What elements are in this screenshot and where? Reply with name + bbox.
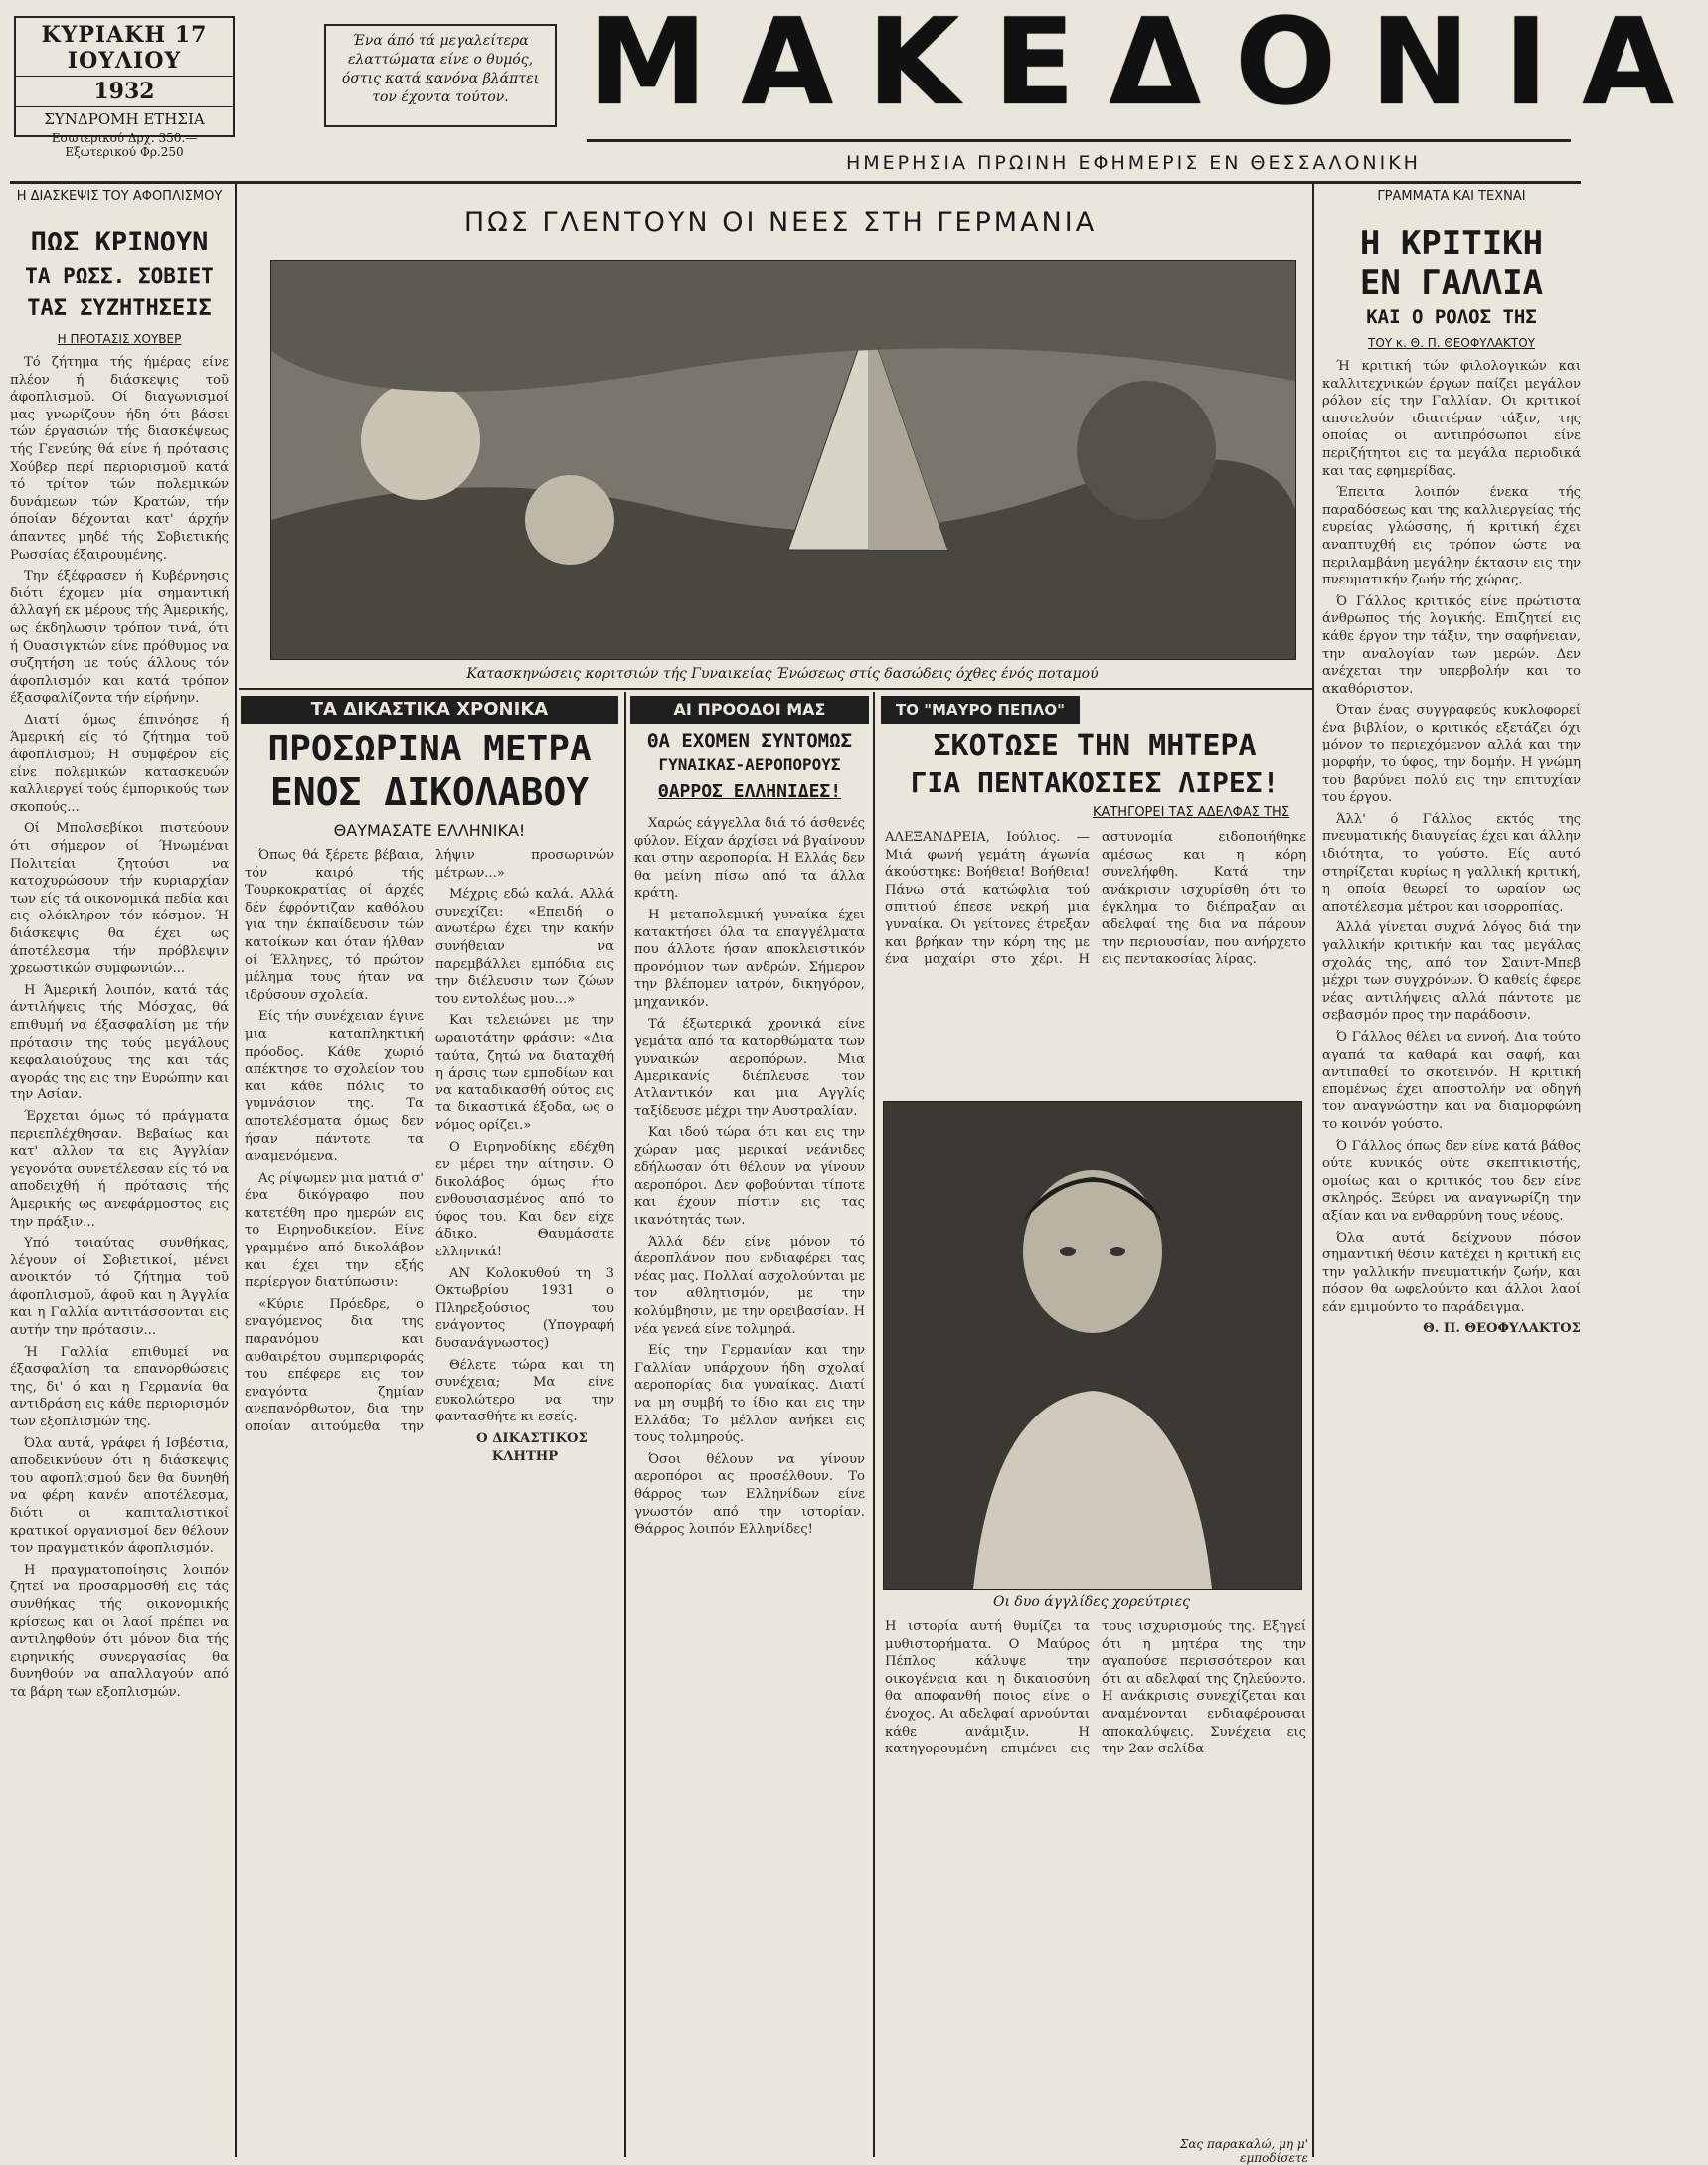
paragraph: Υπό τοιαύτας συνθήκας, λέγουν οί Σοβιετικοί, μένει ανοικτόν τό ζήτημα τοῦ άφοπλισμοῦ, άφοῦ και η Άγγλία και η Γαλλία αντιτάσσονται εις αυτήν την πρότασιν... [10, 1236, 229, 1339]
right-article-body [1322, 358, 1581, 2153]
mother-article-top: ΑΛΕΞΑΝΔΡΕΙΑ, Ιούλιος. — Μιά φωνή γεμάτη άγωνία άκούστηκε: Βοήθεια! Βοήθεια! Πάνω στά κατώφλια τού σπιτιού έπεσε νεκρή μια γυναίκα. Οι γείτονες έτρεξαν και βρήκαν την κόρη της με ένα μαχαίρι στο χέρι. Η αστυνομία ειδοποιήθηκε αμέσως και η κόρη συνελήφθη. Κατά την ανάκρισιν ισχυρίσθη ότι το έγκλημα το διέπραξαν αι αδελφαί της δια να πάρουν την περιουσίαν, που ανήρχετο εις πεντακοσίας λίρας. [885, 830, 1306, 968]
paragraph: Θέλετε τώρα και τη συνέχεια; Μα είνε ευκολώτερο να την φαντασθήτε κι εσείς. [435, 1357, 614, 1425]
aviatrix-subhead: ΘΑΡΡΟΣ ΕΛΛΗΝΙΔΕΣ! [657, 781, 842, 802]
paragraph: Η Άμερική λοιπόν, κατά τάς άντιλήψεις τής Μόσχας, θά επιθυμή να έξασφαλίση με τήν πρότασιν της τούς μεγάλους κεφαλαιούχους της και τάς αγοράς της εις την Ευρώπην και την Ασίαν. [10, 982, 229, 1103]
feature-caption: Κατασκηνώσεις κοριτσιών τής Γυναικείας Ένώσεως στίς δασώδεις όχθες ένός ποταμού [466, 666, 1099, 682]
paragraph: Όλα αυτά, γράφει ή Ισβέστια, αποδεικνύουν ότι η διάσκεψις του αφοπλισμού δεν θα δυνηθή να φέρη κανέν αποτέλεσμα, διότι οι καπιταλιστικοί κρατικοί οργανισμοί δεν θέλουν τον πραγματικόν άφοπλισμόν. [10, 1435, 229, 1557]
aviatrix-article-body [634, 815, 865, 2151]
paragraph: Χαρώς εάγγελλα διά τό άσθενές φύλον. Είχαν άρχίσει νά βγαίνουν και στην αεροπορία. Η Ελλάς δεν θα μείνη πίσω από τα άλλα κράτη. [634, 816, 865, 902]
paragraph: Τά έξωτερικά χρονικά είνε γεμάτα από τα κατορθώματα των γυναικών αεροπόρων. Μια Αμερικανίς διέπλευσε τον Ατλαντικόν και μια Αγγλίς ταξίδευσε μέχρι την Αυστραλίαν. [634, 1016, 865, 1119]
paragraph: Ό Γάλλος όπως δεν είνε κατά βάθος ούτε κυνικός ούτε σκεπτικιστής, ομοίως και ο κριτικός του δεν είνε σκληρός. Ξεύρει να αναγνωρίζη την αξίαν και να ενθαρρύνη τους νέους. [1322, 1138, 1581, 1224]
paragraph: Όταν ένας συγγραφεύς κυκλοφορεί ένα βιβλίον, ο κριτικός εξετάζει όχι μόνον το περιεχόμενον αλλά και την μορφήν, το ύφος, την δομήν. Η γνώμη του βαρύνει πολύ εις την επιτυχίαν του έργου. [1322, 703, 1581, 806]
dancer-photo-art [884, 1102, 1301, 1589]
mother-headline-1: ΣΚΟΤΩΣΕ ΤΗΝ ΜΗΤΕΡΑ [933, 729, 1257, 763]
paragraph: Η μεταπολεμική γυναίκα έχει κατακτήσει όλα τα επαγγέλματα που άλλοτε ήσαν αποκλειστικόν προνόμιον των ανδρών. Σήμερον την βλέπομεν ιατρόν, δικηγόρον, μηχανικόν. [634, 907, 865, 1010]
masthead-rule [587, 139, 1571, 142]
right-byline: ΤΟΥ κ. Θ. Π. ΘΕΟΦΥΛΑΚΤΟΥ [1368, 336, 1535, 350]
left-kicker: Η ΔΙΑΣΚΕΨΙΣ ΤΟΥ ΑΦΟΠΛΙΣΜΟΥ [16, 189, 223, 204]
paragraph: Έπειτα λοιπόν ένεκα τής παραδόσεως και της καλλιεργείας τής ευρείας γλώσσης, ή κριτική έχει αναπτυχθή εις τρόπον ώστε να περιλαμβάνη μεγάλην έκτασιν εις την πνευματικήν ζωήν τής χώρας. [1322, 485, 1581, 588]
court-subhead: ΘΑΥΜΑΣΑΤΕ ΕΛΛΗΝΙΚΑ! [333, 821, 526, 840]
paragraph: Ό Γάλλος κριτικός είνε πρώτιστα άνθρωπος τής λογικής. Επιζητεί εις κάθε έργον την τάξιν, την σαφήνειαν, την αναλογίαν των μερών. Δεν ανέχεται την υπερβολήν και το ακαθόριστον. [1322, 593, 1581, 697]
paragraph: «Κύριε Πρόεδρε, ο εναγόμενος δια της παρανόμου και αυθαιρέτου συμπεριφοράς του επέφερε εις τον εναγόντα ζημίαν ανεπανόρθωτον, δια την οποίαν αιτούμεθα την λήψιν προσωρινών μέτρων...» [245, 848, 614, 1434]
header-divider [10, 181, 1581, 184]
date-box [14, 16, 235, 159]
subscription-label: ΣΥΝΔΡΟΜΗ ΕΤΗΣΙΑ [44, 110, 205, 128]
quote-box: Ένα άπό τά μεγαλείτερα ελαττώματα είνε ο θυμός, όστις κατά κανόνα βλάπτει τον έχοντα τούτον. [324, 24, 557, 127]
right-kicker: ΓΡΑΜΜΑΤΑ ΚΑΙ ΤΕΧΝΑΙ [1377, 189, 1526, 204]
signature: Θ. Π. ΘΕΟΦΥΛΑΚΤΟΣ [1423, 1321, 1581, 1337]
court-headline-2: ΕΝΟΣ ΔΙΚΟΛΑΒΟΥ [269, 770, 590, 814]
paragraph: Άλλά δέν είνε μόνον τό άεροπλάνον που ενδιαφέρει τας νέας μας. Πολλαί ασχολούνται με τον αθλητισμόν, με την κολύμβησιν, με την ορειβασίαν. Η νέα γενεά είνε τολμηρά. [634, 1234, 865, 1337]
signature: Ο ΔΙΚΑΣΤΙΚΟΣ ΚΛΗΤΗΡ [476, 1431, 588, 1464]
paragraph: ΑΝ Κολοκυθού τη 3 Οκτωβρίου 1931 ο Πληρεξούσιος του ενάγοντος (Υπογραφή δυσανάγνωστος) [435, 1265, 614, 1352]
paragraph: Ό Γάλλος θέλει να εννοή. Δια τούτο αγαπά τα καθαρά και σαφή, και αντιπαθεί το σκοτεινόν. Η κριτική επομένως έχει αποστολήν να οδηγή τον αναγνώστην και να διαμορφώνη το κοινόν γούστο. [1322, 1029, 1581, 1132]
court-headline-1: ΠΡΟΣΩΡΙΝΑ ΜΕΤΡΑ [267, 729, 592, 769]
issue-date: ΚΥΡΙΑΚΗ 17 ΙΟΥΛΙΟΥ [16, 18, 233, 77]
paragraph: Ή κριτική τών φιλολογικών και καλλιτεχνικών έργων παίζει μεγάλον ρόλον είς την Γαλλίαν. Οι κριτικοί αποτελούν ιδιαιτέραν τάξιν, της οποίας οι αντιπρόσωποι είνε περιζήτητοι εις τα μεγάλα περιοδικά και τας εφημερίδας. [1322, 359, 1581, 479]
right-headline-1: Η ΚΡΙΤΙΚΗ [1359, 224, 1544, 263]
paragraph: Οί Μπολσεβίκοι πιστεύουν ότι σήμερον οί Ήνωμέναι Πολιτείαι ζητούσι να κατοχυρώσουν τήν κυριαρχίαν των είς τά οικονομικά πεδία και εις ολόκληρον τόν κόσμον. Ή διάσκεψις θα έχει ως άποτέλεσμα τήν πρόβλεψιν χρεωστικών συμφωνιών... [10, 821, 229, 977]
paragraph: Όλα αυτά δείχνουν πόσον σημαντική θέσιν κατέχει η κριτική εις την γαλλικήν πνευματικήν ζωήν, και πόσον θα ωφελούντο και άλλοι λαοί εάν εμιμούντο το παράδειγμα. [1322, 1230, 1581, 1315]
paragraph: Είς τήν συνέχειαν έγινε μια καταπληκτική πρόοδος. Κάθε χωριό απέκτησε το σχολείον του και κάθε πόλις το γυμνάσιον της. Τα αποτελέσματα όμως δεν ήσαν πάντοτε τα αναμενόμενα. [245, 1009, 424, 1165]
column-rule [873, 692, 875, 2157]
left-subhead: Η ΠΡΟΤΑΣΙΣ ΧΟΥΒΕΡ [57, 332, 182, 346]
paragraph: Και τελειώνει με την ωραιοτάτην φράσιν: «Δια ταύτα, ζητώ να διαταχθή η άρσις των εμποδίων και να καταδικασθή ούτος εις τα δικαστικά έξοδα, ως ο νόμος ορίζει.» [435, 1013, 614, 1133]
column-rule [235, 184, 237, 2157]
paragraph: Ή Γαλλία επιθυμεί να έξασφαλίση τα επανορθώσεις της, δι' ό και η Γερμανία θα αντιδράση εις κάθε περιορισμόν των εξοπλισμών της. [10, 1344, 229, 1430]
feature-photo [270, 260, 1296, 660]
paragraph: Η πραγματοποίησις λοιπόν ζητεί να προσαρμοσθή εις τάς συνθήκας τής οικονομικής κρίσεως και οι λαοί πρέπει να αντιληφθούν ότι μόνον δια τής ειρηνικής συνεργασίας θα δυνηθούν να απαλλαγούν από τα βάρη των εξοπλισμών. [10, 1562, 229, 1700]
paragraph: Άλλά γίνεται συχνά λόγος διά την γαλλικήν κριτικήν και τας μεγάλας σχολάς της, από τον Σαιντ-Μπεβ μέχρι των συγχρόνων. Ό καθείς έφερε νέας αντιλήψεις αλλά πάντοτε με σεβασμόν προς την παράδοσιν. [1322, 920, 1581, 1024]
subscription-prices: Εσωτερικού Δρχ. 350.— Εξωτερικού Φρ.250 [51, 131, 198, 159]
paragraph: Τό ζήτημα τής ήμέρας είνε πλέον ή διάσκεψις τοῦ άφοπλισμοῦ. Οί διαγωνισμοί μας γνωρίζουν ήδη ότι βάσει τών έργασιών τής διασκέψεως τής Γενεύης θά είνε ή πρότασις Χούβερ περί περιορισμοῦ κατά τό τρίτον τών πολεμικών δυνάμεων τών Κρατών, τήν όποίαν δέχονται κατ' άρχήν άπαντες μηδέ τής Σοβιετικής Ρωσσίας έξαιρουμένης. [10, 355, 229, 563]
left-headline-1: ΠΩΣ ΚΡΙΝΟΥΝ [30, 227, 209, 257]
right-headline-2: ΕΝ ΓΑΛΛΙΑ [1359, 263, 1544, 303]
left-article-body [10, 354, 229, 2151]
feature-photo-art [271, 261, 1295, 659]
newspaper-subtitle: ΗΜΕΡΗΣΙΑ ΠΡΩΙΝΗ ΕΦΗΜΕΡΙΣ ΕΝ ΘΕΣΣΑΛΟΝΙΚΗ [846, 152, 1421, 174]
right-headline-3: ΚΑΙ Ο ΡΟΛΟΣ ΤΗΣ [1366, 306, 1537, 328]
mother-article-bottom: Η ιστορία αυτή θυμίζει τα μυθιστορήματα. Ο Μαύρος Πέπλος κάλυψε την οικογένεια και η δικαιοσύνη θα αποφανθή ποιος είνε ο ένοχος. Αι αδελφαί αρνούνται κάθε ανάμιξιν. Η κατηγορουμένη επιμένει εις τους ισχυρισμούς της. Εξηγεί ότι η μητέρα της την αγαπούσε περισσότερον και ότι αι αδελφαί της ζηλεύοντο. Η ανάκρισις συνεχίζεται και αναμένονται ενδιαφέρουσαι αποκαλύψεις. Συνέχεια εις την 2αν σελίδα [885, 1619, 1306, 1757]
mother-headline-2: ΓΙΑ ΠΕΝΤΑΚΟΣΙΕΣ ΛΙΡΕΣ! [910, 766, 1280, 799]
paragraph: Όπως θά ξέρετε βέβαια, τόν καιρό τής Τουρκοκρατίας οί άρχές δέν έφρόντιζαν καθόλου για την έκπαίδευσιν τών κατοίκων και όταν ήλθαν οί Έλληνες, τό πρώτον μέλημα τους ήταν να ιδρύσουν σχολεία. [245, 848, 424, 1003]
paragraph: Διατί όμως έπινόησε ή Άμερική είς τό ζήτημα τοῦ άφοπλισμοῦ; Η συμφέρον είς είνε πολεμικών κατασκευών καλλιεργεί τούς έμπορικούς των σκοπούς... [10, 712, 229, 815]
left-headline-3: ΤΑΣ ΣΥΖΗΤΗΣΕΙΣ [27, 296, 212, 321]
column-rule [624, 692, 626, 2157]
paragraph: Την έξέφρασεν ή Κυβέρνησις διότι έχομεν μία σημαντική άλλαγή εκ μέρους τής Άμερικής, ως έκδηλωσιν τρόπον τινά, ότι ή Ουασιγκτών είνε πρόθυμος να συζητήση με τούς άλλους τόν άφοπλισμόν και κατά τρόπον έξασφαλίζοντα τήν είρήνην. [10, 569, 229, 707]
aviatrix-kicker: ΑΙ ΠΡΟΟΔΟΙ ΜΑΣ [630, 696, 869, 724]
paragraph: Ο Ειρηνοδίκης εδέχθη εν μέρει την αίτησιν. Ο δικολάβος όμως ήτο ενθουσιασμένος από το ύφος του. Και δεν είχε άδικο. Θαυμάσατε ελληνικά! [435, 1139, 614, 1260]
court-article-body [245, 847, 614, 2151]
paragraph: Είς την Γερμανίαν και την Γαλλίαν υπάρχουν ήδη σχολαί αεροπορίας δια γυναίκας. Διατί να μη συμβή το ίδιο και εις την Ελλάδα; Το μέλλον ανήκει εις τους τολμηρούς. [634, 1343, 865, 1446]
dancer-photo [883, 1101, 1302, 1590]
aviatrix-headline-1: ΘΑ ΕΧΟΜΕΝ ΣΥΝΤΟΜΩΣ [647, 730, 852, 751]
section-divider [239, 688, 1312, 690]
paragraph: Μέχρις εδώ καλά. Αλλά συνεχίζει: «Επειδή ο ανωτέρω έχει την κακήν συνήθειαν να παρεμβάλλει εμπόδια εις την διέλευσιν των ζώων του εντολέως μου...» [435, 887, 614, 1007]
issue-year: 1932 [16, 77, 233, 107]
column-rule [1312, 184, 1314, 2157]
dancer-caption: Οι δυο άγγλίδες χορεύτριες [992, 1594, 1190, 1610]
continued-note: Σας παρακαλώ, μη μ' εμποδίσετε [1179, 2137, 1308, 2165]
left-headline-2: ΤΑ ΡΩΣΣ. ΣΟΒΙΕΤ [25, 264, 214, 288]
paragraph: Άλλ' ό Γάλλος εκτός της πνευματικής διαυγείας έχει και άλλην ιδιότητα, το γούστο. Είς αυτό στηρίζεται κυρίως η γαλλική κριτική, η οποία θεωρεί το ωραίον ως αποτέλεσμα μέτρου και ισορροπίας. [1322, 811, 1581, 915]
paragraph: Έρχεται όμως τό πράγματα περιεπλέχθησαν. Βεβαίως και κατ' αλλον τα εις Άγγλίαν γεγονότα συνετέλεσαν είς τό να αποδειχθή ή πρότασις τής Άμερικής ως ανεφάρμοστος εις την πράξιν... [10, 1108, 229, 1230]
mother-subhead: ΚΑΤΗΓΟΡΕΙ ΤΑΣ ΑΔΕΛΦΑΣ ΤΗΣ [1092, 805, 1290, 820]
feature-headline: ΠΩΣ ΓΛΕΝΤΟΥΝ ΟΙ ΝΕΕΣ ΣΤΗ ΓΕΡΜΑΝΙΑ [463, 207, 1098, 238]
mother-kicker: ΤΟ "ΜΑΥΡΟ ΠΕΠΛΟ" [881, 696, 1080, 724]
court-kicker: ΤΑ ΔΙΚΑΣΤΙΚΑ ΧΡΟΝΙΚΑ [241, 696, 618, 724]
paragraph: Ας ρίψωμεν μια ματιά σ' ένα δικόγραφο που κατετέθη προ ημερών εις το Ειρηνοδικείον. Είνε γραμμένο από δικολάβον και έχει την εξής περίεργον διατύπωσιν: [245, 1170, 424, 1291]
paragraph: Και ιδού τώρα ότι και εις την χώραν μας μερικαί νεάνιδες εδήλωσαν ότι θέλουν να γίνουν αεροπόροι. Δεν φοβούνται τίποτε και έχουν πίστιν εις τας ικανότητάς των. [634, 1125, 865, 1229]
paragraph: Όσοι θέλουν να γίνουν αεροπόροι ας προσέλθουν. Το θάρρος των Ελληνίδων είνε γνωστόν από την ιστορίαν. Θάρρος λοιπόν Ελληνίδες! [634, 1451, 865, 1538]
aviatrix-headline-2: ΓΥΝΑΙΚΑΣ-ΑΕΡΟΠΟΡΟΥΣ [658, 755, 841, 774]
newspaper-title: ΜΑΚΕΔΟΝΙΑ [589, 0, 1708, 132]
